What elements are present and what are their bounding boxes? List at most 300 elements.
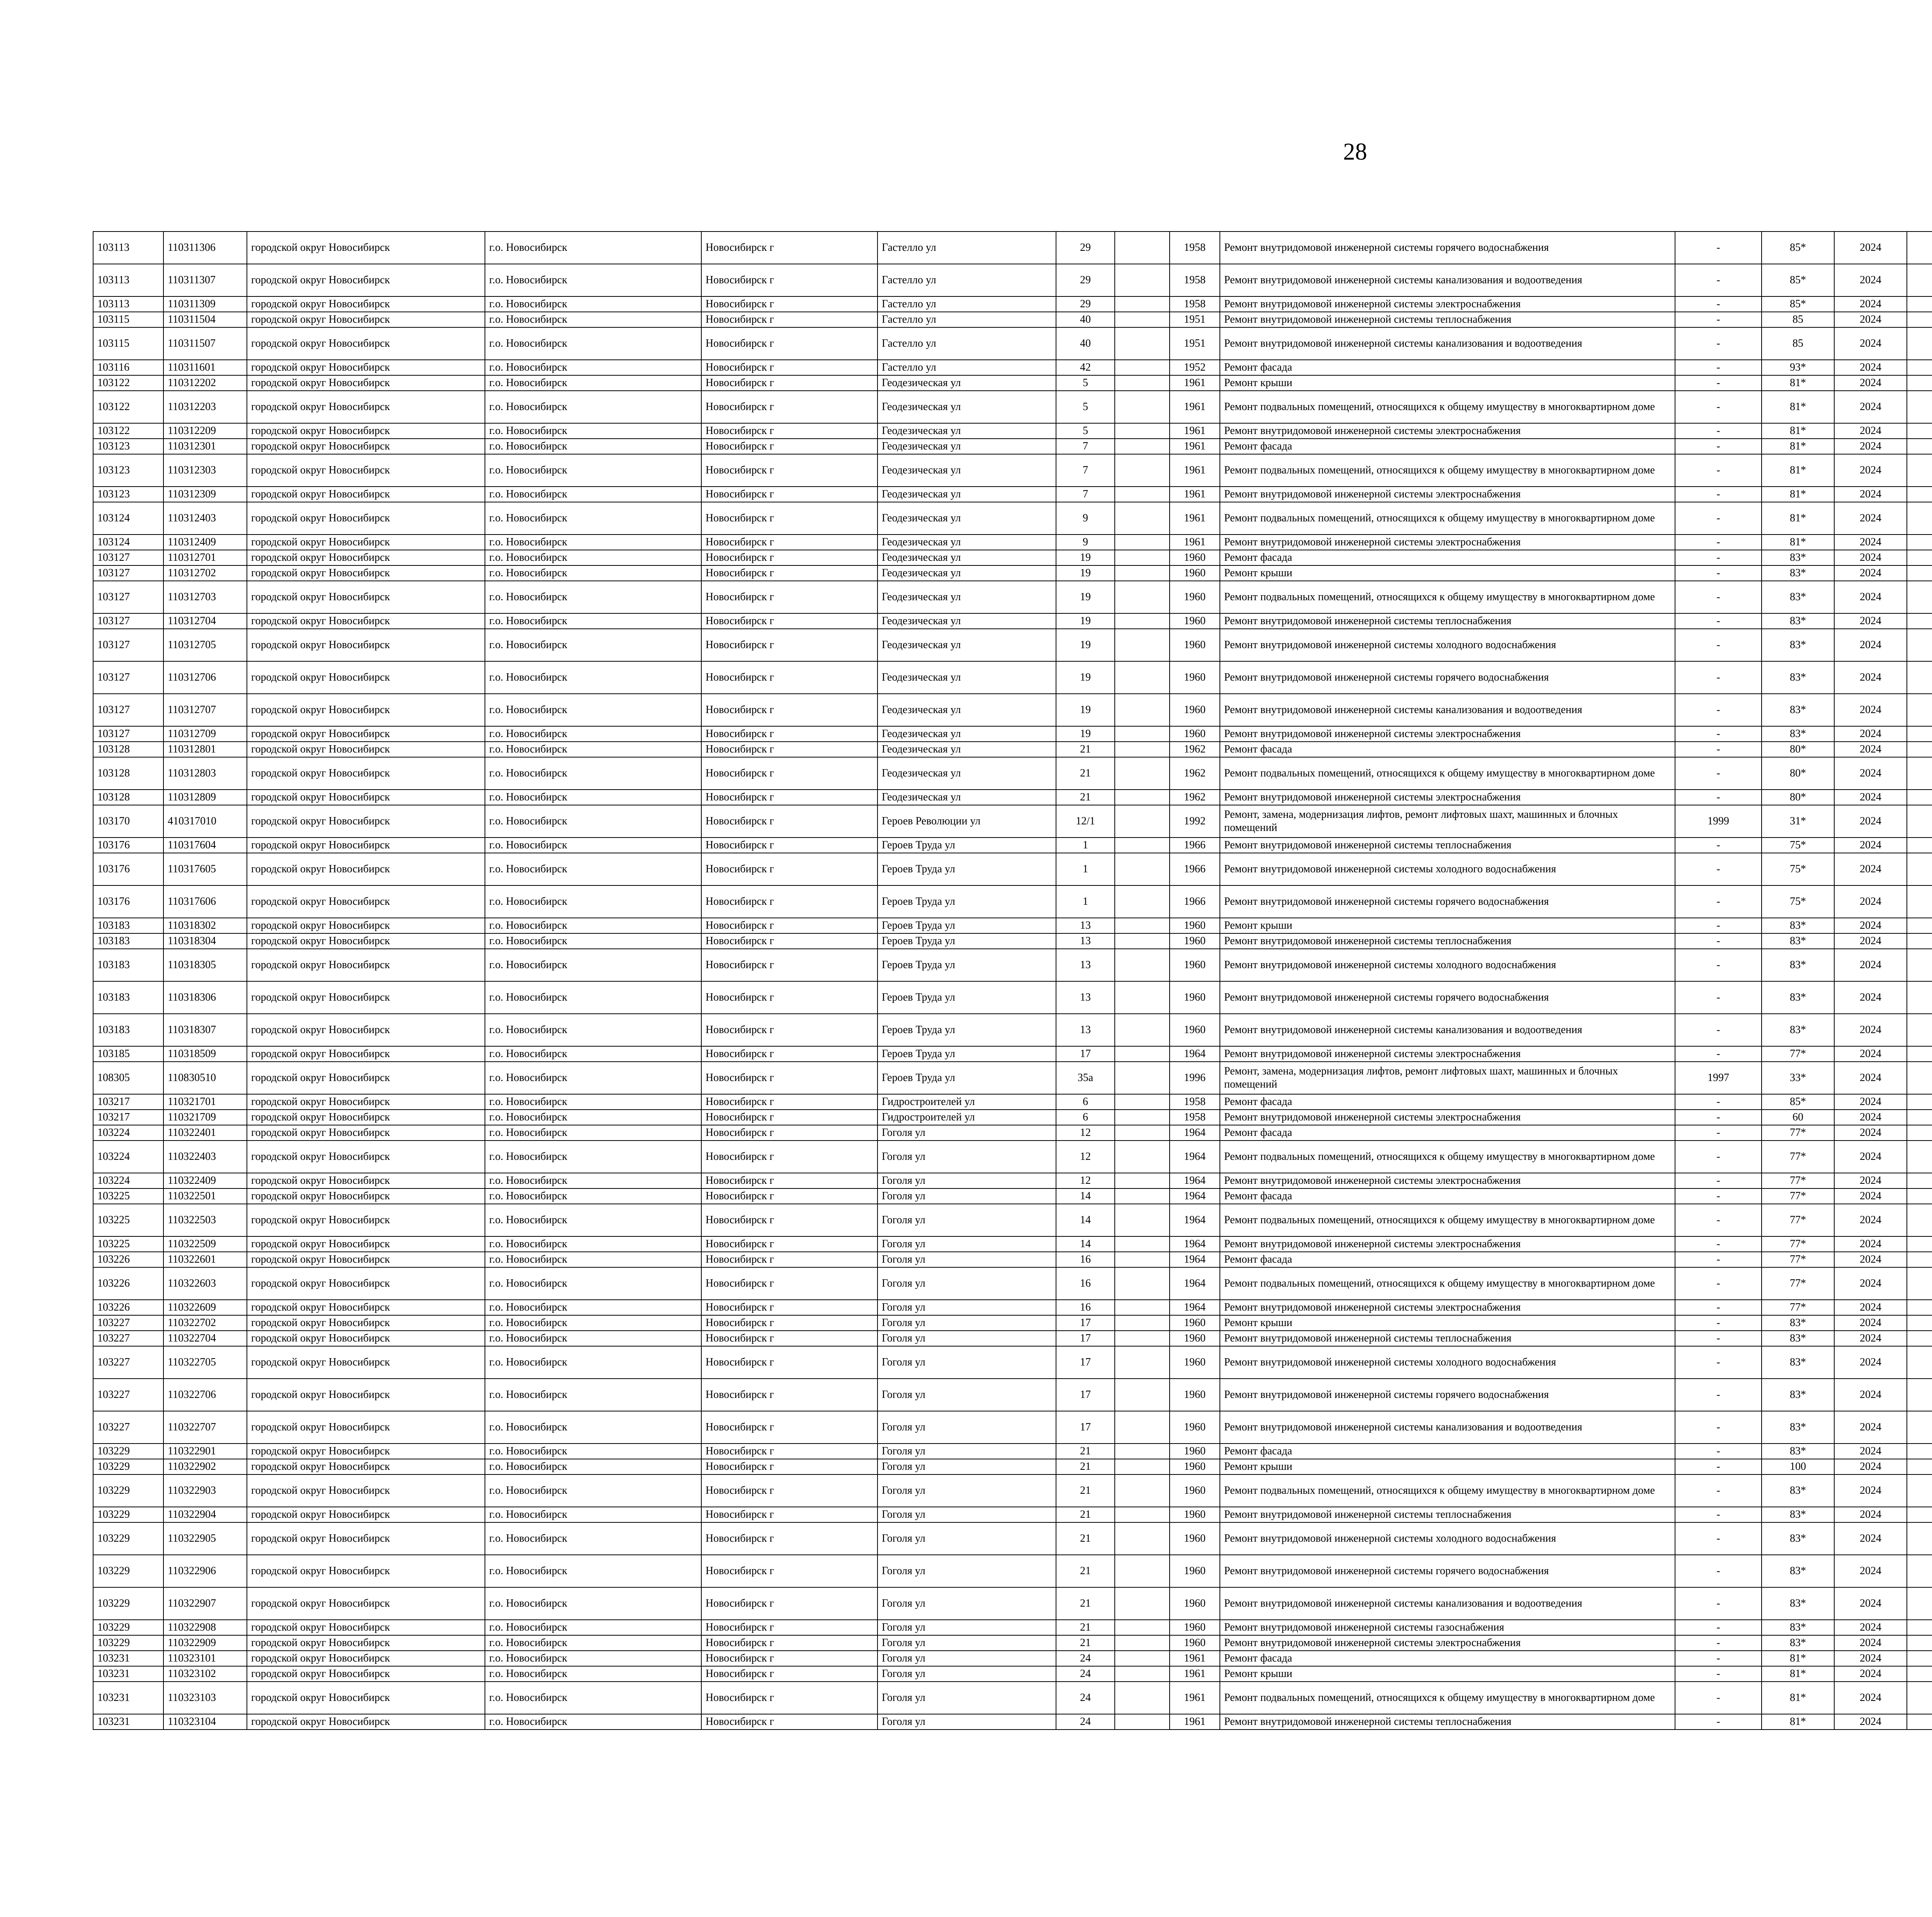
table-row bbox=[93, 1125, 1932, 1141]
cell-wear-percent: 81* bbox=[1762, 1714, 1834, 1730]
cell-house-id: 103183 bbox=[93, 981, 163, 1014]
cell-municipality: городской округ Новосибирск bbox=[247, 565, 485, 581]
cell-house-id: 103227 bbox=[93, 1315, 163, 1331]
cell-locality: Новосибирск г bbox=[701, 1587, 878, 1620]
cell-wear-percent: 77* bbox=[1762, 1188, 1834, 1204]
cell-plan-year-start: 2024 bbox=[1834, 1379, 1907, 1411]
cell-municipality: городской округ Новосибирск bbox=[247, 502, 485, 535]
cell-last-repair-year: - bbox=[1675, 1651, 1762, 1666]
cell-street: Гастелло ул bbox=[878, 312, 1056, 327]
cell-city-district: г.о. Новосибирск bbox=[485, 838, 701, 853]
cell-municipality: городской округ Новосибирск bbox=[247, 1141, 485, 1173]
cell-build-year: 1996 bbox=[1170, 1062, 1220, 1094]
cell-house-number: 16 bbox=[1056, 1267, 1115, 1300]
cell-build-year: 1961 bbox=[1170, 535, 1220, 550]
cell-work-code: 110322702 bbox=[163, 1315, 247, 1331]
cell-street: Гоголя ул bbox=[878, 1444, 1056, 1459]
cell-plan-year-start: 2024 bbox=[1834, 933, 1907, 949]
cell-work-type: Ремонт внутридомовой инженерной системы электроснабжения bbox=[1220, 1635, 1675, 1651]
cell-street: Героев Труда ул bbox=[878, 949, 1056, 981]
cell-municipality: городской округ Новосибирск bbox=[247, 694, 485, 726]
cell-street: Гоголя ул bbox=[878, 1188, 1056, 1204]
cell-locality: Новосибирск г bbox=[701, 1062, 878, 1094]
cell-city-district: г.о. Новосибирск bbox=[485, 581, 701, 613]
cell-wear-percent: 83* bbox=[1762, 1555, 1834, 1587]
cell-locality: Новосибирск г bbox=[701, 1620, 878, 1635]
cell-house-id: 103127 bbox=[93, 581, 163, 613]
cell-city-district: г.о. Новосибирск bbox=[485, 1267, 701, 1300]
cell-street: Гидростроителей ул bbox=[878, 1110, 1056, 1125]
cell-work-code: 110312403 bbox=[163, 502, 247, 535]
cell-building bbox=[1115, 1714, 1170, 1730]
table-row bbox=[93, 1507, 1932, 1522]
cell-work-type: Ремонт внутридомовой инженерной системы электроснабжения bbox=[1220, 1046, 1675, 1062]
cell-last-repair-year: - bbox=[1675, 885, 1762, 918]
cell-work-code: 110322401 bbox=[163, 1125, 247, 1141]
cell-building bbox=[1115, 885, 1170, 918]
cell-house-id: 103226 bbox=[93, 1267, 163, 1300]
cell-house-number: 7 bbox=[1056, 487, 1115, 502]
cell-work-type: Ремонт фасада bbox=[1220, 1125, 1675, 1141]
cell-last-repair-year: - bbox=[1675, 360, 1762, 375]
cell-wear-percent: 75* bbox=[1762, 853, 1834, 885]
cell-city-district: г.о. Новосибирск bbox=[485, 1682, 701, 1714]
cell-plan-year-start: 2024 bbox=[1834, 1125, 1907, 1141]
cell-municipality: городской округ Новосибирск bbox=[247, 790, 485, 805]
cell-house-number: 7 bbox=[1056, 454, 1115, 487]
cell-work-code: 110323104 bbox=[163, 1714, 247, 1730]
cell-city-district: г.о. Новосибирск bbox=[485, 1204, 701, 1236]
cell-wear-percent: 85 bbox=[1762, 327, 1834, 360]
table-row bbox=[93, 694, 1932, 726]
cell-wear-percent: 77* bbox=[1762, 1252, 1834, 1267]
cell-city-district: г.о. Новосибирск bbox=[485, 742, 701, 757]
cell-house-number: 17 bbox=[1056, 1315, 1115, 1331]
cell-locality: Новосибирск г bbox=[701, 565, 878, 581]
cell-building bbox=[1115, 1459, 1170, 1474]
cell-work-type: Ремонт подвальных помещений, относящихся к общему имуществу в многоквартирном доме bbox=[1220, 502, 1675, 535]
cell-wear-percent: 83* bbox=[1762, 1507, 1834, 1522]
cell-wear-percent: 85 bbox=[1762, 312, 1834, 327]
cell-build-year: 1964 bbox=[1170, 1173, 1220, 1188]
cell-city-district: г.о. Новосибирск bbox=[485, 1062, 701, 1094]
cell-house-number: 21 bbox=[1056, 757, 1115, 790]
cell-building bbox=[1115, 1331, 1170, 1346]
cell-building bbox=[1115, 1094, 1170, 1110]
cell-municipality: городской округ Новосибирск bbox=[247, 1173, 485, 1188]
cell-street: Гоголя ул bbox=[878, 1459, 1056, 1474]
table-row bbox=[93, 981, 1932, 1014]
cell-street: Героев Труда ул bbox=[878, 981, 1056, 1014]
cell-city-district: г.о. Новосибирск bbox=[485, 1507, 701, 1522]
cell-plan-year-start: 2024 bbox=[1834, 454, 1907, 487]
cell-work-type: Ремонт внутридомовой инженерной системы канализования и водоотведения bbox=[1220, 694, 1675, 726]
cell-plan-year-end bbox=[1907, 981, 1932, 1014]
cell-city-district: г.о. Новосибирск bbox=[485, 757, 701, 790]
cell-last-repair-year: - bbox=[1675, 1315, 1762, 1331]
cell-work-type: Ремонт крыши bbox=[1220, 1666, 1675, 1682]
cell-street: Гоголя ул bbox=[878, 1346, 1056, 1379]
cell-wear-percent: 81* bbox=[1762, 439, 1834, 454]
cell-locality: Новосибирск г bbox=[701, 1411, 878, 1444]
cell-locality: Новосибирск г bbox=[701, 726, 878, 742]
cell-city-district: г.о. Новосибирск bbox=[485, 1555, 701, 1587]
cell-house-id: 103229 bbox=[93, 1459, 163, 1474]
cell-building bbox=[1115, 853, 1170, 885]
cell-house-id: 103115 bbox=[93, 312, 163, 327]
cell-street: Гоголя ул bbox=[878, 1411, 1056, 1444]
cell-plan-year-end bbox=[1907, 838, 1932, 853]
cell-plan-year-end bbox=[1907, 1315, 1932, 1331]
cell-house-number: 21 bbox=[1056, 1444, 1115, 1459]
cell-house-number: 5 bbox=[1056, 391, 1115, 423]
table-row bbox=[93, 232, 1932, 264]
cell-street: Гоголя ул bbox=[878, 1173, 1056, 1188]
cell-city-district: г.о. Новосибирск bbox=[485, 885, 701, 918]
cell-house-number: 5 bbox=[1056, 423, 1115, 439]
cell-house-id: 103127 bbox=[93, 565, 163, 581]
cell-locality: Новосибирск г bbox=[701, 1346, 878, 1379]
cell-house-number: 17 bbox=[1056, 1046, 1115, 1062]
cell-plan-year-end bbox=[1907, 1411, 1932, 1444]
cell-municipality: городской округ Новосибирск bbox=[247, 726, 485, 742]
cell-build-year: 1960 bbox=[1170, 1346, 1220, 1379]
cell-city-district: г.о. Новосибирск bbox=[485, 1587, 701, 1620]
cell-plan-year-end bbox=[1907, 1507, 1932, 1522]
cell-house-id: 103176 bbox=[93, 838, 163, 853]
cell-house-id: 103127 bbox=[93, 629, 163, 661]
cell-last-repair-year: - bbox=[1675, 312, 1762, 327]
cell-wear-percent: 77* bbox=[1762, 1046, 1834, 1062]
cell-plan-year-start: 2024 bbox=[1834, 1110, 1907, 1125]
cell-work-type: Ремонт внутридомовой инженерной системы холодного водоснабжения bbox=[1220, 1346, 1675, 1379]
cell-locality: Новосибирск г bbox=[701, 391, 878, 423]
cell-building bbox=[1115, 726, 1170, 742]
cell-building bbox=[1115, 1474, 1170, 1507]
cell-plan-year-start: 2024 bbox=[1834, 629, 1907, 661]
cell-house-id: 103127 bbox=[93, 726, 163, 742]
cell-work-type: Ремонт внутридомовой инженерной системы теплоснабжения bbox=[1220, 1331, 1675, 1346]
cell-municipality: городской округ Новосибирск bbox=[247, 550, 485, 565]
cell-plan-year-start: 2024 bbox=[1834, 535, 1907, 550]
cell-work-code: 110312202 bbox=[163, 375, 247, 391]
cell-street: Гоголя ул bbox=[878, 1236, 1056, 1252]
cell-building bbox=[1115, 1587, 1170, 1620]
table-row bbox=[93, 423, 1932, 439]
cell-work-code: 110312209 bbox=[163, 423, 247, 439]
cell-house-number: 17 bbox=[1056, 1346, 1115, 1379]
cell-house-number: 21 bbox=[1056, 1587, 1115, 1620]
cell-build-year: 1962 bbox=[1170, 757, 1220, 790]
cell-work-type: Ремонт внутридомовой инженерной системы горячего водоснабжения bbox=[1220, 885, 1675, 918]
cell-plan-year-start: 2024 bbox=[1834, 1459, 1907, 1474]
cell-house-id: 103229 bbox=[93, 1444, 163, 1459]
cell-street: Героев Труда ул bbox=[878, 853, 1056, 885]
cell-municipality: городской округ Новосибирск bbox=[247, 535, 485, 550]
table-row bbox=[93, 838, 1932, 853]
cell-work-type: Ремонт подвальных помещений, относящихся к общему имуществу в многоквартирном доме bbox=[1220, 1474, 1675, 1507]
cell-plan-year-start: 2024 bbox=[1834, 694, 1907, 726]
cell-house-id: 103183 bbox=[93, 1014, 163, 1046]
cell-work-type: Ремонт внутридомовой инженерной системы холодного водоснабжения bbox=[1220, 629, 1675, 661]
cell-work-type: Ремонт внутридомовой инженерной системы электроснабжения bbox=[1220, 1110, 1675, 1125]
cell-house-id: 103229 bbox=[93, 1635, 163, 1651]
cell-last-repair-year: - bbox=[1675, 1046, 1762, 1062]
cell-city-district: г.о. Новосибирск bbox=[485, 949, 701, 981]
cell-house-id: 103229 bbox=[93, 1587, 163, 1620]
cell-city-district: г.о. Новосибирск bbox=[485, 726, 701, 742]
cell-work-type: Ремонт внутридомовой инженерной системы канализования и водоотведения bbox=[1220, 1411, 1675, 1444]
cell-plan-year-end bbox=[1907, 360, 1932, 375]
cell-build-year: 1960 bbox=[1170, 1411, 1220, 1444]
cell-plan-year-start: 2024 bbox=[1834, 1555, 1907, 1587]
cell-municipality: городской округ Новосибирск bbox=[247, 1346, 485, 1379]
cell-work-code: 110311307 bbox=[163, 264, 247, 296]
cell-plan-year-start: 2024 bbox=[1834, 853, 1907, 885]
cell-locality: Новосибирск г bbox=[701, 1555, 878, 1587]
cell-plan-year-end bbox=[1907, 1379, 1932, 1411]
cell-building bbox=[1115, 550, 1170, 565]
cell-plan-year-start: 2024 bbox=[1834, 1300, 1907, 1315]
cell-work-type: Ремонт внутридомовой инженерной системы горячего водоснабжения bbox=[1220, 981, 1675, 1014]
cell-wear-percent: 80* bbox=[1762, 790, 1834, 805]
cell-city-district: г.о. Новосибирск bbox=[485, 391, 701, 423]
cell-building bbox=[1115, 502, 1170, 535]
cell-work-type: Ремонт фасада bbox=[1220, 550, 1675, 565]
cell-work-type: Ремонт внутридомовой инженерной системы электроснабжения bbox=[1220, 790, 1675, 805]
cell-build-year: 1960 bbox=[1170, 1587, 1220, 1620]
cell-municipality: городской округ Новосибирск bbox=[247, 1666, 485, 1682]
cell-building bbox=[1115, 1666, 1170, 1682]
cell-locality: Новосибирск г bbox=[701, 613, 878, 629]
cell-plan-year-start: 2024 bbox=[1834, 423, 1907, 439]
cell-street: Гоголя ул bbox=[878, 1635, 1056, 1651]
cell-building bbox=[1115, 1046, 1170, 1062]
cell-work-code: 110312301 bbox=[163, 439, 247, 454]
cell-street: Гоголя ул bbox=[878, 1125, 1056, 1141]
table-row bbox=[93, 853, 1932, 885]
cell-work-type: Ремонт фасада bbox=[1220, 439, 1675, 454]
cell-plan-year-start: 2024 bbox=[1834, 1236, 1907, 1252]
cell-build-year: 1966 bbox=[1170, 853, 1220, 885]
table-row bbox=[93, 1587, 1932, 1620]
cell-house-number: 13 bbox=[1056, 933, 1115, 949]
cell-build-year: 1960 bbox=[1170, 1315, 1220, 1331]
cell-plan-year-start: 2024 bbox=[1834, 949, 1907, 981]
cell-plan-year-end bbox=[1907, 1651, 1932, 1666]
cell-last-repair-year: - bbox=[1675, 1459, 1762, 1474]
cell-city-district: г.о. Новосибирск bbox=[485, 312, 701, 327]
cell-wear-percent: 81* bbox=[1762, 1651, 1834, 1666]
cell-building bbox=[1115, 1141, 1170, 1173]
cell-plan-year-start: 2024 bbox=[1834, 502, 1907, 535]
cell-last-repair-year: - bbox=[1675, 933, 1762, 949]
cell-work-type: Ремонт, замена, модернизация лифтов, ремонт лифтовых шахт, машинных и блочных помещений bbox=[1220, 805, 1675, 838]
cell-work-type: Ремонт внутридомовой инженерной системы электроснабжения bbox=[1220, 487, 1675, 502]
cell-city-district: г.о. Новосибирск bbox=[485, 264, 701, 296]
cell-last-repair-year: - bbox=[1675, 1125, 1762, 1141]
cell-plan-year-end bbox=[1907, 1014, 1932, 1046]
cell-last-repair-year: - bbox=[1675, 1236, 1762, 1252]
cell-house-id: 108305 bbox=[93, 1062, 163, 1094]
cell-city-district: г.о. Новосибирск bbox=[485, 423, 701, 439]
cell-wear-percent: 81* bbox=[1762, 454, 1834, 487]
cell-last-repair-year: - bbox=[1675, 391, 1762, 423]
cell-work-type: Ремонт подвальных помещений, относящихся к общему имуществу в многоквартирном доме bbox=[1220, 581, 1675, 613]
cell-work-type: Ремонт фасада bbox=[1220, 360, 1675, 375]
cell-plan-year-start: 2024 bbox=[1834, 1315, 1907, 1331]
cell-house-number: 17 bbox=[1056, 1331, 1115, 1346]
cell-work-code: 110323101 bbox=[163, 1651, 247, 1666]
cell-house-number: 13 bbox=[1056, 949, 1115, 981]
table-row bbox=[93, 1300, 1932, 1315]
cell-city-district: г.о. Новосибирск bbox=[485, 487, 701, 502]
cell-build-year: 1962 bbox=[1170, 742, 1220, 757]
cell-work-type: Ремонт крыши bbox=[1220, 918, 1675, 933]
table-row bbox=[93, 1141, 1932, 1173]
cell-house-number: 5 bbox=[1056, 375, 1115, 391]
cell-house-number: 14 bbox=[1056, 1204, 1115, 1236]
cell-build-year: 1958 bbox=[1170, 1110, 1220, 1125]
cell-wear-percent: 33* bbox=[1762, 1062, 1834, 1094]
cell-city-district: г.о. Новосибирск bbox=[485, 550, 701, 565]
cell-plan-year-end bbox=[1907, 1173, 1932, 1188]
cell-work-type: Ремонт внутридомовой инженерной системы газоснабжения bbox=[1220, 1620, 1675, 1635]
cell-municipality: городской округ Новосибирск bbox=[247, 327, 485, 360]
cell-house-id: 103122 bbox=[93, 391, 163, 423]
cell-plan-year-start: 2024 bbox=[1834, 1620, 1907, 1635]
cell-plan-year-end bbox=[1907, 1635, 1932, 1651]
cell-work-code: 110311309 bbox=[163, 296, 247, 312]
cell-work-type: Ремонт крыши bbox=[1220, 375, 1675, 391]
cell-house-id: 103176 bbox=[93, 853, 163, 885]
cell-city-district: г.о. Новосибирск bbox=[485, 1125, 701, 1141]
cell-municipality: городской округ Новосибирск bbox=[247, 1714, 485, 1730]
cell-street: Геодезическая ул bbox=[878, 487, 1056, 502]
table-row bbox=[93, 327, 1932, 360]
cell-plan-year-end bbox=[1907, 487, 1932, 502]
cell-plan-year-end bbox=[1907, 613, 1932, 629]
cell-house-id: 103225 bbox=[93, 1188, 163, 1204]
cell-house-id: 103229 bbox=[93, 1555, 163, 1587]
cell-work-code: 110312801 bbox=[163, 742, 247, 757]
cell-build-year: 1960 bbox=[1170, 949, 1220, 981]
cell-house-id: 103225 bbox=[93, 1204, 163, 1236]
cell-wear-percent: 100 bbox=[1762, 1459, 1834, 1474]
cell-plan-year-end bbox=[1907, 1714, 1932, 1730]
cell-building bbox=[1115, 613, 1170, 629]
cell-work-code: 110311507 bbox=[163, 327, 247, 360]
cell-street: Геодезическая ул bbox=[878, 535, 1056, 550]
cell-building bbox=[1115, 264, 1170, 296]
cell-last-repair-year: - bbox=[1675, 1346, 1762, 1379]
cell-house-number: 1 bbox=[1056, 885, 1115, 918]
cell-municipality: городской округ Новосибирск bbox=[247, 1110, 485, 1125]
cell-municipality: городской округ Новосибирск bbox=[247, 423, 485, 439]
cell-house-id: 103127 bbox=[93, 550, 163, 565]
cell-building bbox=[1115, 1125, 1170, 1141]
cell-building bbox=[1115, 1522, 1170, 1555]
cell-house-number: 9 bbox=[1056, 535, 1115, 550]
cell-city-district: г.о. Новосибирск bbox=[485, 1474, 701, 1507]
cell-city-district: г.о. Новосибирск bbox=[485, 853, 701, 885]
cell-plan-year-start: 2024 bbox=[1834, 1714, 1907, 1730]
cell-house-id: 103123 bbox=[93, 487, 163, 502]
cell-city-district: г.о. Новосибирск bbox=[485, 1300, 701, 1315]
cell-wear-percent: 81* bbox=[1762, 1666, 1834, 1682]
cell-work-type: Ремонт внутридомовой инженерной системы канализования и водоотведения bbox=[1220, 264, 1675, 296]
cell-work-type: Ремонт внутридомовой инженерной системы горячего водоснабжения bbox=[1220, 661, 1675, 694]
cell-plan-year-end bbox=[1907, 1682, 1932, 1714]
cell-house-number: 1 bbox=[1056, 853, 1115, 885]
cell-plan-year-end bbox=[1907, 629, 1932, 661]
table-row bbox=[93, 264, 1932, 296]
cell-plan-year-end bbox=[1907, 790, 1932, 805]
cell-work-code: 110312702 bbox=[163, 565, 247, 581]
cell-street: Геодезическая ул bbox=[878, 790, 1056, 805]
cell-municipality: городской округ Новосибирск bbox=[247, 981, 485, 1014]
cell-house-id: 103226 bbox=[93, 1300, 163, 1315]
cell-municipality: городской округ Новосибирск bbox=[247, 1252, 485, 1267]
cell-locality: Новосибирск г bbox=[701, 327, 878, 360]
cell-plan-year-end bbox=[1907, 565, 1932, 581]
cell-wear-percent: 77* bbox=[1762, 1173, 1834, 1188]
cell-municipality: городской округ Новосибирск bbox=[247, 1094, 485, 1110]
cell-house-number: 19 bbox=[1056, 726, 1115, 742]
cell-build-year: 1960 bbox=[1170, 981, 1220, 1014]
cell-plan-year-start: 2024 bbox=[1834, 232, 1907, 264]
cell-locality: Новосибирск г bbox=[701, 1444, 878, 1459]
cell-last-repair-year: 1997 bbox=[1675, 1062, 1762, 1094]
cell-house-id: 103116 bbox=[93, 360, 163, 375]
cell-street: Гастелло ул bbox=[878, 327, 1056, 360]
cell-work-code: 110322907 bbox=[163, 1587, 247, 1620]
cell-plan-year-end bbox=[1907, 949, 1932, 981]
cell-plan-year-start: 2024 bbox=[1834, 661, 1907, 694]
cell-plan-year-end bbox=[1907, 1204, 1932, 1236]
cell-plan-year-start: 2024 bbox=[1834, 981, 1907, 1014]
cell-municipality: городской округ Новосибирск bbox=[247, 1522, 485, 1555]
cell-street: Героев Труда ул bbox=[878, 1014, 1056, 1046]
cell-wear-percent: 83* bbox=[1762, 1411, 1834, 1444]
cell-house-id: 103115 bbox=[93, 327, 163, 360]
cell-building bbox=[1115, 1252, 1170, 1267]
cell-building bbox=[1115, 487, 1170, 502]
cell-house-id: 103227 bbox=[93, 1346, 163, 1379]
cell-building bbox=[1115, 1204, 1170, 1236]
cell-build-year: 1961 bbox=[1170, 1682, 1220, 1714]
cell-locality: Новосибирск г bbox=[701, 933, 878, 949]
cell-locality: Новосибирск г bbox=[701, 805, 878, 838]
cell-house-number: 19 bbox=[1056, 550, 1115, 565]
cell-last-repair-year: - bbox=[1675, 661, 1762, 694]
cell-plan-year-start: 2024 bbox=[1834, 1014, 1907, 1046]
cell-locality: Новосибирск г bbox=[701, 1666, 878, 1682]
cell-work-type: Ремонт подвальных помещений, относящихся к общему имуществу в многоквартирном доме bbox=[1220, 1682, 1675, 1714]
table-row bbox=[93, 742, 1932, 757]
cell-build-year: 1964 bbox=[1170, 1141, 1220, 1173]
table-row bbox=[93, 1346, 1932, 1379]
cell-city-district: г.о. Новосибирск bbox=[485, 360, 701, 375]
cell-build-year: 1964 bbox=[1170, 1204, 1220, 1236]
cell-locality: Новосибирск г bbox=[701, 1267, 878, 1300]
cell-house-id: 103231 bbox=[93, 1682, 163, 1714]
cell-house-id: 103229 bbox=[93, 1620, 163, 1635]
cell-plan-year-start: 2024 bbox=[1834, 805, 1907, 838]
cell-building bbox=[1115, 838, 1170, 853]
cell-work-code: 110322903 bbox=[163, 1474, 247, 1507]
cell-house-id: 103183 bbox=[93, 933, 163, 949]
